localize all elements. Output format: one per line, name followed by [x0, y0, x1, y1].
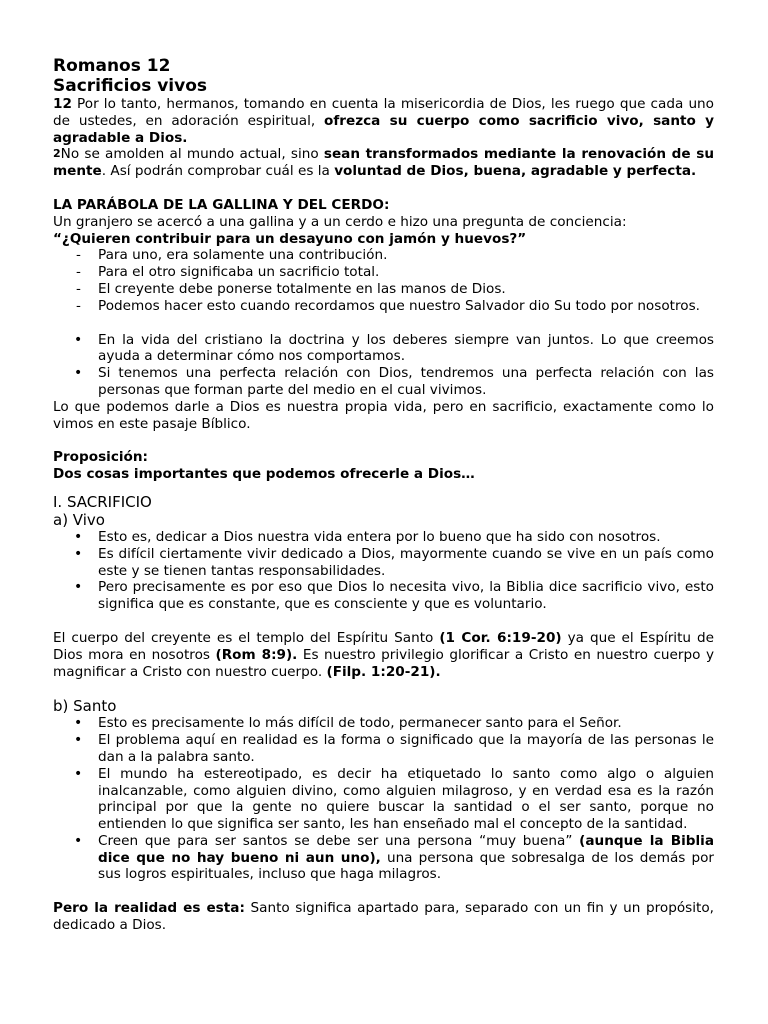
list-item: • Es difícil ciertamente vivir dedicado a Dios, mayormente cuando se vive en un país como este y se tienen tantas responsabilidades.	[53, 546, 714, 580]
list-item: • Esto es, dedicar a Dios nuestra vida entera por lo bueno que ha sido con nosotros.	[53, 529, 714, 546]
subsection-title-vivo: a) Vivo	[53, 510, 105, 529]
parable-title: LA PARÁBOLA DE LA GALLINA Y DEL CERDO:	[53, 196, 390, 213]
temple-paragraph: El cuerpo del creyente es el templo del Espíritu Santo (1 Cor. 6:19-20) ya que el Espíritu de Dios mora en nosotros (Rom 8:9). Es nuestro privilegio glorificar a Cristo en nuestro cuerpo y magnificar a Cristo con nuestro cuerpo. (Filp. 1:20-21).	[53, 629, 715, 680]
list-item: - Para uno, era solamente una contribución.	[53, 247, 714, 264]
scripture-ref: (Filp. 1:20-21).	[326, 663, 441, 680]
parable-dash-list	[53, 247, 714, 314]
list-item: • Si tenemos una perfecta relación con Dios, tendremos una perfecta relación con las personas que forman parte del medio en el cual vivimos.	[53, 365, 714, 399]
document-title: Romanos 12	[53, 56, 171, 76]
scripture-ref: (1 Cor. 6:19-20)	[439, 629, 562, 646]
list-item: - Podemos hacer esto cuando recordamos que nuestro Salvador dio Su todo por nosotros.	[53, 298, 714, 315]
list-item: • El mundo ha estereotipado, es decir ha etiquetado lo santo como algo o alguien inalcanzable, como alguien divino, como alguien milagroso, y en verdad esa es la razón principal por que la gente no quiere buscar la santidad o el ser santo, porque no entienden lo que significa ser santo, les han enseñado mal el concepto de la santidad.	[53, 766, 714, 833]
list-item: • Esto es precisamente lo más difícil de todo, permanecer santo para el Señor.	[53, 715, 714, 732]
parable-bullet-list	[53, 332, 714, 399]
parable-question: “¿Quieren contribuir para un desayuno con jamón y huevos?”	[53, 230, 527, 247]
reality-paragraph: Pero la realidad es esta: Santo significa apartado para, separado con un fin y un propósito, dedicado a Dios.	[53, 900, 714, 934]
section-title: I. SACRIFICIO	[53, 492, 152, 511]
document-subtitle: Sacrificios vivos	[53, 76, 208, 96]
list-item: • En la vida del cristiano la doctrina y los deberes siempre van juntos. Lo que creemos ayuda a determinar cómo nos comportamos.	[53, 332, 714, 366]
verse-number: 2	[53, 147, 61, 161]
list-item: - Para el otro significaba un sacrificio total.	[53, 264, 714, 281]
parable-intro: Un granjero se acercó a una gallina y a un cerdo e hizo una pregunta de conciencia:	[53, 213, 627, 230]
verse-number: 12	[53, 96, 72, 112]
santo-bullet-list	[53, 715, 714, 883]
parable-closing: Lo que podemos darle a Dios es nuestra propia vida, pero en sacrificio, exactamente como lo vimos en este pasaje Bíblico.	[53, 398, 714, 432]
verse-12: 12 Por lo tanto, hermanos, tomando en cuenta la misericordia de Dios, les ruego que cada uno de ustedes, en adoración espiritual, ofrezca su cuerpo como sacrificio vivo, santo y agradable a Dios.	[53, 96, 714, 146]
scripture-ref: (Rom 8:9).	[215, 646, 298, 663]
document-page	[53, 56, 714, 934]
proposition-label: Proposición:	[53, 449, 148, 466]
list-item: • El problema aquí en realidad es la forma o significado que la mayoría de las personas le dan a la palabra santo.	[53, 732, 714, 766]
verse-2: $^2$No se amolden al mundo actual, sino sean transformados mediante la renovación de su mente. Así podrán comprobar cuál es la voluntad de Dios, buena, agradable y perfecta.	[53, 146, 715, 180]
proposition-text: Dos cosas importantes que podemos ofrecerle a Dios…	[53, 466, 475, 483]
list-item: • Pero precisamente es por eso que Dios lo necesita vivo, la Biblia dice sacrificio vivo, esto significa que es constante, que es consciente y que es voluntario.	[53, 579, 714, 613]
vivo-bullet-list	[53, 529, 714, 613]
subsection-title-santo: b) Santo	[53, 697, 117, 716]
list-item: - El creyente debe ponerse totalmente en las manos de Dios.	[53, 281, 714, 298]
list-item: • Creen que para ser santos se debe ser una persona “muy buena” (aunque la Biblia dice que no hay bueno ni aun uno), una persona que sobresalga de los demás por sus logros espirituales, incluso que haga milagros.	[53, 833, 714, 883]
